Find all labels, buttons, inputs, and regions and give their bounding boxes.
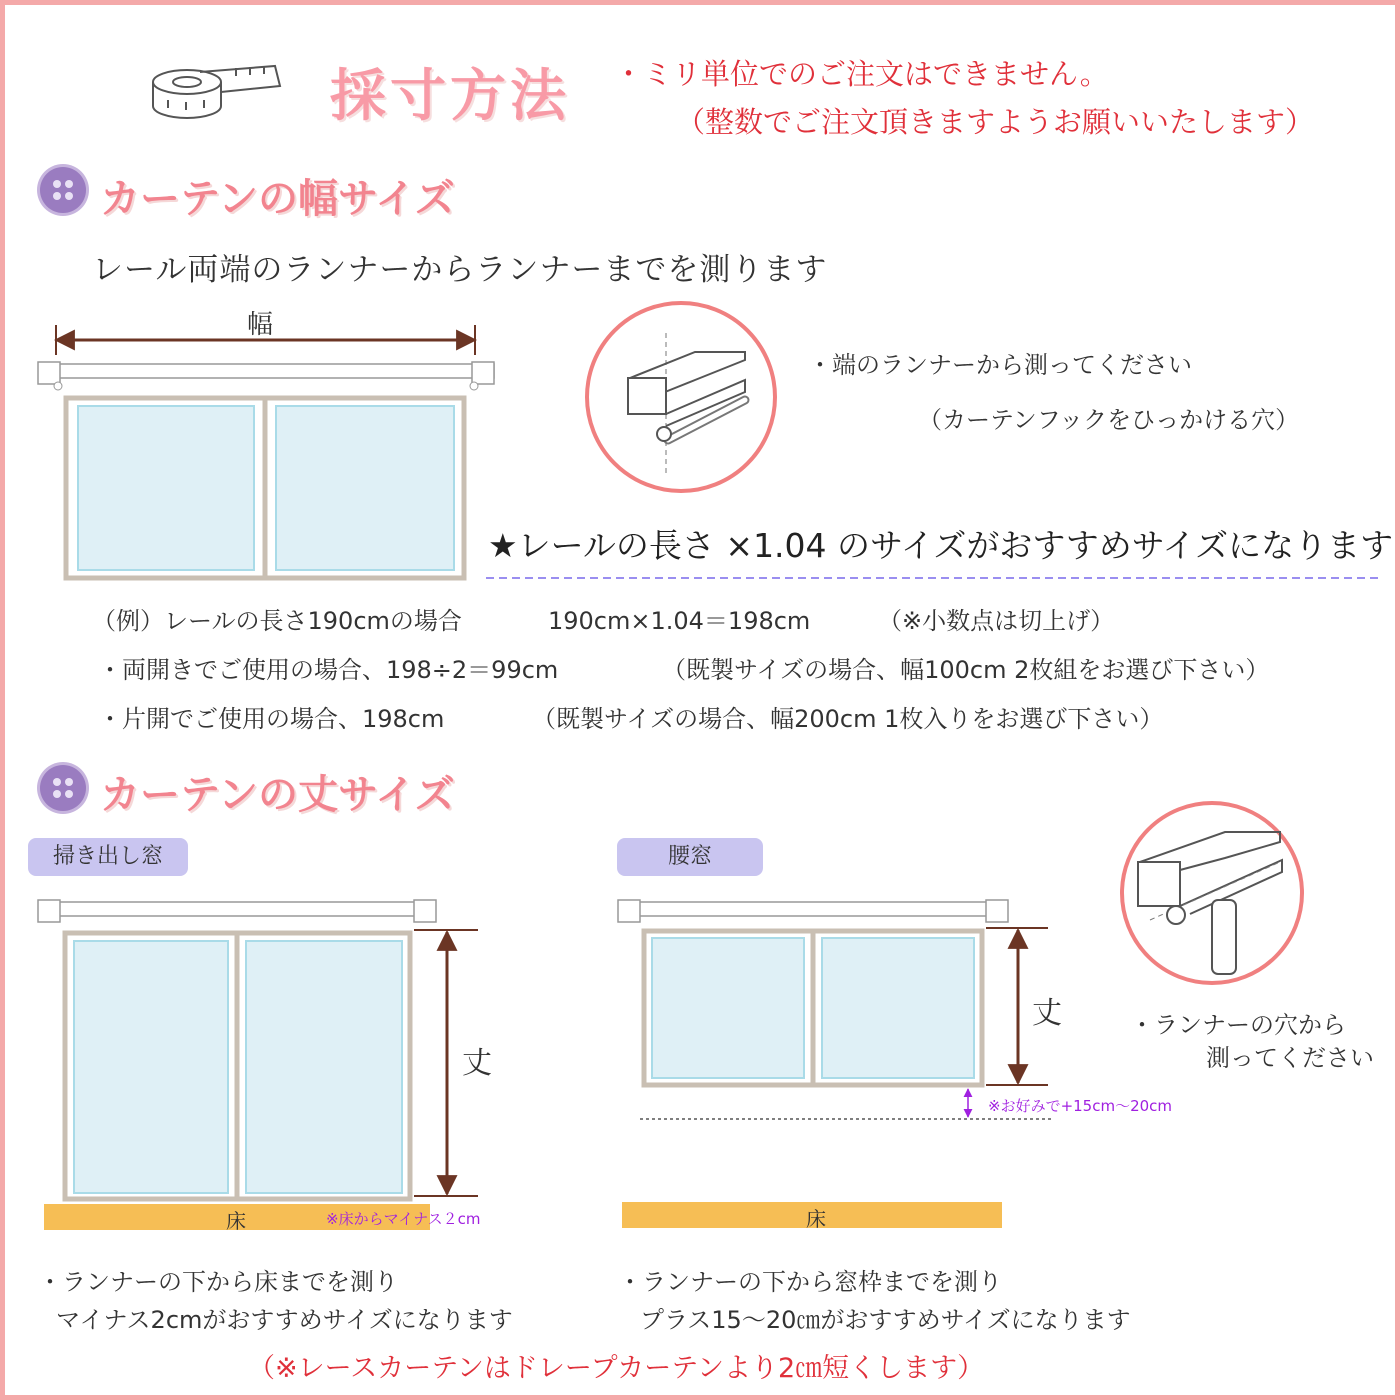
page-title: 採寸方法 <box>330 64 570 129</box>
single-open-note: （既製サイズの場合、幅200cm 1枚入りをお選び下さい） <box>532 705 1164 733</box>
lace-curtain-note: （※レースカーテンはドレープカーテンより2㎝短くします） <box>248 1353 985 1384</box>
example-roundup-note: （※小数点は切上げ） <box>878 607 1115 635</box>
runner-zoom-circle <box>587 303 775 491</box>
measure-note: 測ってください <box>1206 1044 1374 1072</box>
width-lead-text: レール両端のランナーからランナーまでを測ります <box>92 252 828 288</box>
floor-window-desc-1: ・ランナーの下から床までを測り <box>38 1268 398 1296</box>
floor-minus-note: ※床からマイナス２cm <box>326 1210 481 1228</box>
runner-hole-zoom-circle <box>1122 803 1302 983</box>
width-section-title: カーテンの幅サイズ <box>100 176 455 222</box>
width-label: 幅 <box>247 310 274 340</box>
length-section-title: カーテンの丈サイズ <box>100 772 455 818</box>
floor-window-tag: 掃き出し窓 <box>28 838 188 876</box>
no-millimeter-note: ・ミリ単位でのご注文はできません。 <box>614 57 1109 91</box>
runner-note: ・端のランナーから測ってください <box>808 351 1192 379</box>
floor-window-desc-2: マイナス2cmがおすすめサイズになります <box>56 1306 513 1334</box>
curtain-rail <box>40 364 494 378</box>
waist-window-diagram <box>618 900 1052 1228</box>
floor-window-diagram <box>38 900 478 1230</box>
length-label-2: 丈 <box>1032 996 1062 1031</box>
integer-order-note: （整数でご注文頂きますようお願いいたします） <box>676 105 1315 139</box>
extra-length-note: ※お好みで+15cm～20cm <box>988 1097 1173 1115</box>
waist-window-tag: 腰窓 <box>617 838 763 876</box>
example-case: （例）レールの長さ190cmの場合 <box>92 607 462 635</box>
double-open-text: ・両開きでご使用の場合、198÷2＝99cm <box>98 656 559 684</box>
double-open-note: （既製サイズの場合、幅100cm 2枚組をお選び下さい） <box>662 656 1270 684</box>
example-calc: 190cm×1.04＝198cm <box>548 607 811 635</box>
waist-window-desc-1: ・ランナーの下から窓枠までを測り <box>618 1268 1002 1296</box>
recommend-size-text: ★レールの長さ ×1.04 のサイズがおすすめサイズになります <box>488 526 1394 565</box>
length-label-1: 丈 <box>462 1046 492 1081</box>
width-window-diagram <box>38 325 494 578</box>
single-open-text: ・片開でご使用の場合、198cm <box>98 705 445 733</box>
floor-label-2: 床 <box>806 1207 826 1231</box>
floor-label-1: 床 <box>226 1209 246 1233</box>
button-bullet-icon <box>40 765 86 811</box>
runner-hole-note: ・ランナーの穴から <box>1130 1011 1346 1039</box>
tape-measure-icon <box>153 66 280 118</box>
hook-hole-note: （カーテンフックをひっかける穴） <box>918 406 1300 434</box>
waist-window-desc-2: プラス15～20㎝がおすすめサイズになります <box>640 1306 1131 1334</box>
button-bullet-icon <box>40 167 86 213</box>
